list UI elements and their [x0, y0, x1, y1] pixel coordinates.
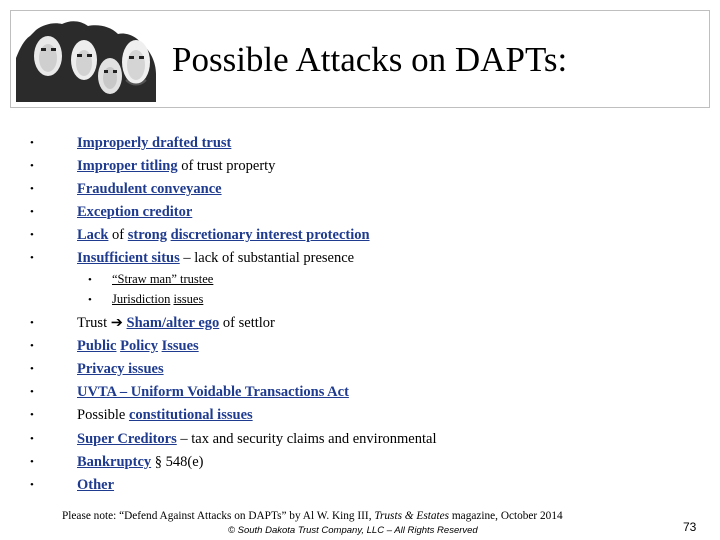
bullet-item [77, 407, 253, 424]
hyperlink[interactable]: constitutional issues [128, 407, 253, 423]
page-number: 73 [683, 520, 697, 534]
copyright: © South Dakota Trust Company, LLC – All Rights Reserved [228, 525, 478, 536]
hyperlink[interactable]: Sham/alter ego [126, 315, 220, 331]
bullet-marker: • [30, 229, 34, 241]
bullet-text: of trust property [177, 158, 276, 174]
bullet-marker: • [30, 386, 34, 398]
hyperlink[interactable]: Issues [161, 338, 199, 354]
bullet-marker: • [30, 137, 34, 149]
bullet-item [77, 250, 354, 267]
hyperlink[interactable]: Lack [77, 227, 109, 243]
bullet-text: – lack of substantial presence [179, 250, 355, 266]
bullet-item [77, 431, 436, 448]
hyperlink[interactable]: Improper titling [77, 158, 178, 174]
bullet-item [77, 477, 114, 494]
bullet-marker: • [88, 294, 92, 306]
hyperlink[interactable]: Policy [120, 338, 158, 354]
bullet-marker: • [30, 206, 34, 218]
hyperlink[interactable]: discretionary interest protection [170, 227, 370, 243]
bullet-marker: • [30, 479, 34, 491]
bullet-item [77, 384, 349, 401]
hyperlink[interactable]: Bankruptcy [77, 454, 152, 470]
hyperlink[interactable]: Insufficient situs [77, 250, 180, 266]
hyperlink[interactable]: Fraudulent conveyance [77, 181, 222, 197]
hyperlink[interactable]: Improperly drafted trust [77, 135, 232, 151]
bullet-item [77, 135, 231, 152]
hyperlink[interactable]: Other [77, 477, 115, 493]
bullet-item [77, 361, 164, 378]
hyperlink[interactable]: Jurisdiction [112, 292, 171, 306]
bullet-marker: • [30, 433, 34, 445]
bullet-marker: • [30, 183, 34, 195]
bullet-marker: • [30, 409, 34, 421]
page-title: Possible Attacks on DAPTs: [172, 40, 568, 79]
sub-bullet-item [112, 292, 203, 307]
note-prefix: Please note: “Defend Against Attacks on DAPTs” by Al W. King III, [62, 510, 375, 522]
mount-rushmore-presidents-icon [14, 18, 158, 102]
bullet-text: of [108, 227, 128, 243]
hyperlink[interactable]: UVTA – Uniform Voidable Transactions Act [77, 384, 349, 400]
hyperlink[interactable]: Exception creditor [77, 204, 193, 220]
bullet-text: – tax and security claims and environmental [176, 431, 437, 447]
citation-note [62, 510, 563, 522]
hyperlink[interactable]: Super Creditors [77, 431, 177, 447]
bullet-marker: • [30, 317, 34, 329]
bullet-item [77, 315, 275, 332]
bullet-text: § 548(e) [151, 454, 204, 470]
bullet-marker: • [30, 252, 34, 264]
bullet-text: Trust [77, 315, 111, 331]
bullet-item [77, 227, 370, 244]
bullet-marker: • [88, 274, 92, 286]
note-magazine: Trusts & Estates [374, 510, 450, 522]
bullet-text: ➔ [110, 315, 123, 331]
sub-bullet-item [112, 272, 213, 287]
bullet-item [77, 204, 192, 221]
bullet-item [77, 454, 203, 471]
hyperlink[interactable]: strong [127, 227, 167, 243]
hyperlink[interactable]: Public [77, 338, 117, 354]
bullet-marker: • [30, 160, 34, 172]
bullet-item [77, 338, 199, 355]
hyperlink[interactable]: “Straw man” trustee [112, 272, 214, 286]
bullet-item [77, 158, 275, 175]
bullet-marker: • [30, 340, 34, 352]
bullet-item [77, 181, 222, 198]
bullet-marker: • [30, 363, 34, 375]
bullet-text: Possible [77, 407, 129, 423]
bullet-text: of settlor [219, 315, 275, 331]
hyperlink[interactable]: issues [173, 292, 204, 306]
bullet-marker: • [30, 456, 34, 468]
hyperlink[interactable]: Privacy issues [77, 361, 164, 377]
note-suffix: magazine, October 2014 [449, 510, 563, 522]
